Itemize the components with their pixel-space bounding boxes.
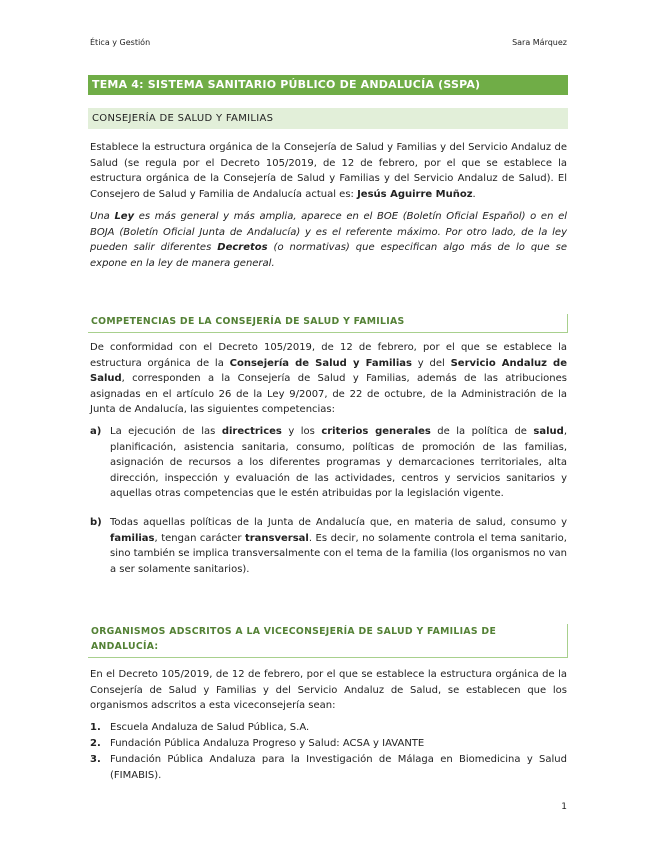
list-marker-b: b) bbox=[90, 517, 102, 528]
list-marker-3: 3. bbox=[90, 754, 101, 765]
organismo-item-3 bbox=[90, 752, 567, 783]
intro-p2-text-c: es más general y más amplia, aparece en el BOE (Boletín Oficial Español) o en el BOJA (Boletín Oficial Junta de Andalucía) y es el referente máximo. Por otro lado, de la ley pueden salir diferentes bbox=[90, 211, 567, 253]
organismo-item-3-text: Fundación Pública Andaluza para la Investigación de Málaga en Biomedicina y Salud (FIMABIS). bbox=[110, 754, 567, 781]
comp-a-text-1: La ejecución de las bbox=[110, 426, 222, 437]
comp-text-c: y del bbox=[411, 357, 451, 369]
list-marker-1: 1. bbox=[90, 722, 101, 733]
comp-a-directrices: directrices bbox=[221, 426, 282, 437]
competencia-item-b bbox=[90, 515, 567, 577]
competencia-item-a-body bbox=[110, 424, 567, 502]
organismo-item-1-text: Escuela Andaluza de Salud Pública, S.A. bbox=[110, 722, 310, 733]
intro-p2-ley: Ley bbox=[114, 211, 135, 222]
comp-consejeria: Consejería de Salud y Familias bbox=[229, 357, 412, 369]
header-course: Ética y Gestión bbox=[90, 38, 151, 47]
list-marker-a: a) bbox=[90, 426, 102, 437]
intro-paragraph-2 bbox=[90, 209, 567, 271]
intro-p1-text-a: Establece la estructura orgánica de la Consejería de Salud y Familias y del Servicio Andaluz de Salud (se regula por el Decreto 105/2019, de 12 de febrero, por el que se establece la estructura orgánica de la Consejería de Salud y Familias y del Servicio Andaluz de Salud). El Consejero de Salud y Familia de Andalucía actual es: bbox=[90, 142, 567, 200]
comp-a-text-5: de la política de bbox=[430, 426, 534, 437]
intro-p1-consejero: Jesús Aguirre Muñoz bbox=[357, 188, 473, 200]
competencia-item-b-body bbox=[110, 515, 567, 577]
comp-b-text-5: . Es decir, no solamente controla el tema sanitario, sino también se implica transversalmente con el tema de la familia (los organismos no van a ser solamente sanitarios). bbox=[110, 532, 567, 575]
list-marker-2: 2. bbox=[90, 738, 101, 749]
organismos-paragraph: En el Decreto 105/2019, de 12 de febrero, por el que se establece la estructura orgánica de la Consejería de Salud y Familias y del Servicio Andaluz de Salud, se establecen que los organismos adscritos a esta viceconsejería sean: bbox=[90, 669, 567, 711]
intro-p1-text-c: . bbox=[472, 188, 476, 200]
organismos-heading: ORGANISMOS ADSCRITOS A LA VICECONSEJERÍA DE SALUD Y FAMILIAS DE ANDALUCÍA: bbox=[88, 624, 568, 658]
comp-a-salud: salud bbox=[533, 426, 564, 437]
comp-b-transversal: transversal bbox=[244, 532, 309, 544]
organismo-item-2-text: Fundación Pública Andaluza Progreso y Salud: ACSA y IAVANTE bbox=[110, 738, 425, 749]
section-subtitle: CONSEJERÍA DE SALUD Y FAMILIAS bbox=[88, 108, 568, 129]
comp-servicio: Servicio Andaluz de Salud bbox=[90, 357, 567, 384]
competencias-paragraph bbox=[90, 340, 567, 418]
intro-paragraph-1 bbox=[90, 140, 567, 202]
comp-text-a: De conformidad con el Decreto 105/2019, de 12 de febrero, por el que se establece la estructura orgánica de la bbox=[90, 342, 567, 369]
competencia-item-a bbox=[90, 424, 567, 502]
comp-text-e: , corresponden a la Consejería de Salud y Familias, además de las atribuciones asignadas en el artículo 26 de la Ley 9/2007, de 22 de octubre, de la Administración de la Junta de Andalucía, las siguientes competencias: bbox=[90, 373, 567, 415]
comp-b-text-1: Todas aquellas políticas de la Junta de Andalucía que, en materia de salud, consumo y bbox=[110, 517, 567, 528]
header-author: Sara Márquez bbox=[512, 38, 567, 47]
intro-p2-text-e: (o normativas) que especifican algo más de lo que se expone en la ley de manera general. bbox=[90, 242, 567, 269]
intro-p2-text-a: Una bbox=[90, 211, 115, 222]
intro-p2-decretos: Decretos bbox=[217, 242, 268, 253]
comp-a-criterios: criterios generales bbox=[321, 426, 431, 437]
comp-b-text-3: , tengan carácter bbox=[154, 532, 245, 544]
comp-a-text-3: y los bbox=[281, 426, 322, 437]
document-title: TEMA 4: SISTEMA SANITARIO PÚBLICO DE ANDALUCÍA (SSPA) bbox=[88, 75, 568, 95]
comp-b-familias: familias bbox=[110, 532, 155, 544]
comp-a-text-7: , planificación, asistencia sanitaria, consumo, políticas de promoción de las familias, asignación de recursos a los diferentes programas y demarcaciones territoriales, alta dirección, inspección y evaluación de las actividades, centros y servicios sanitarios y aquellas otras competencias que le estén atribuidas por la legislación vigente. bbox=[110, 426, 568, 499]
organismo-item-2 bbox=[90, 736, 567, 752]
competencias-heading: COMPETENCIAS DE LA CONSEJERÍA DE SALUD Y FAMILIAS bbox=[88, 314, 568, 333]
organismo-item-1 bbox=[90, 720, 567, 736]
page-number: 1 bbox=[561, 802, 567, 812]
